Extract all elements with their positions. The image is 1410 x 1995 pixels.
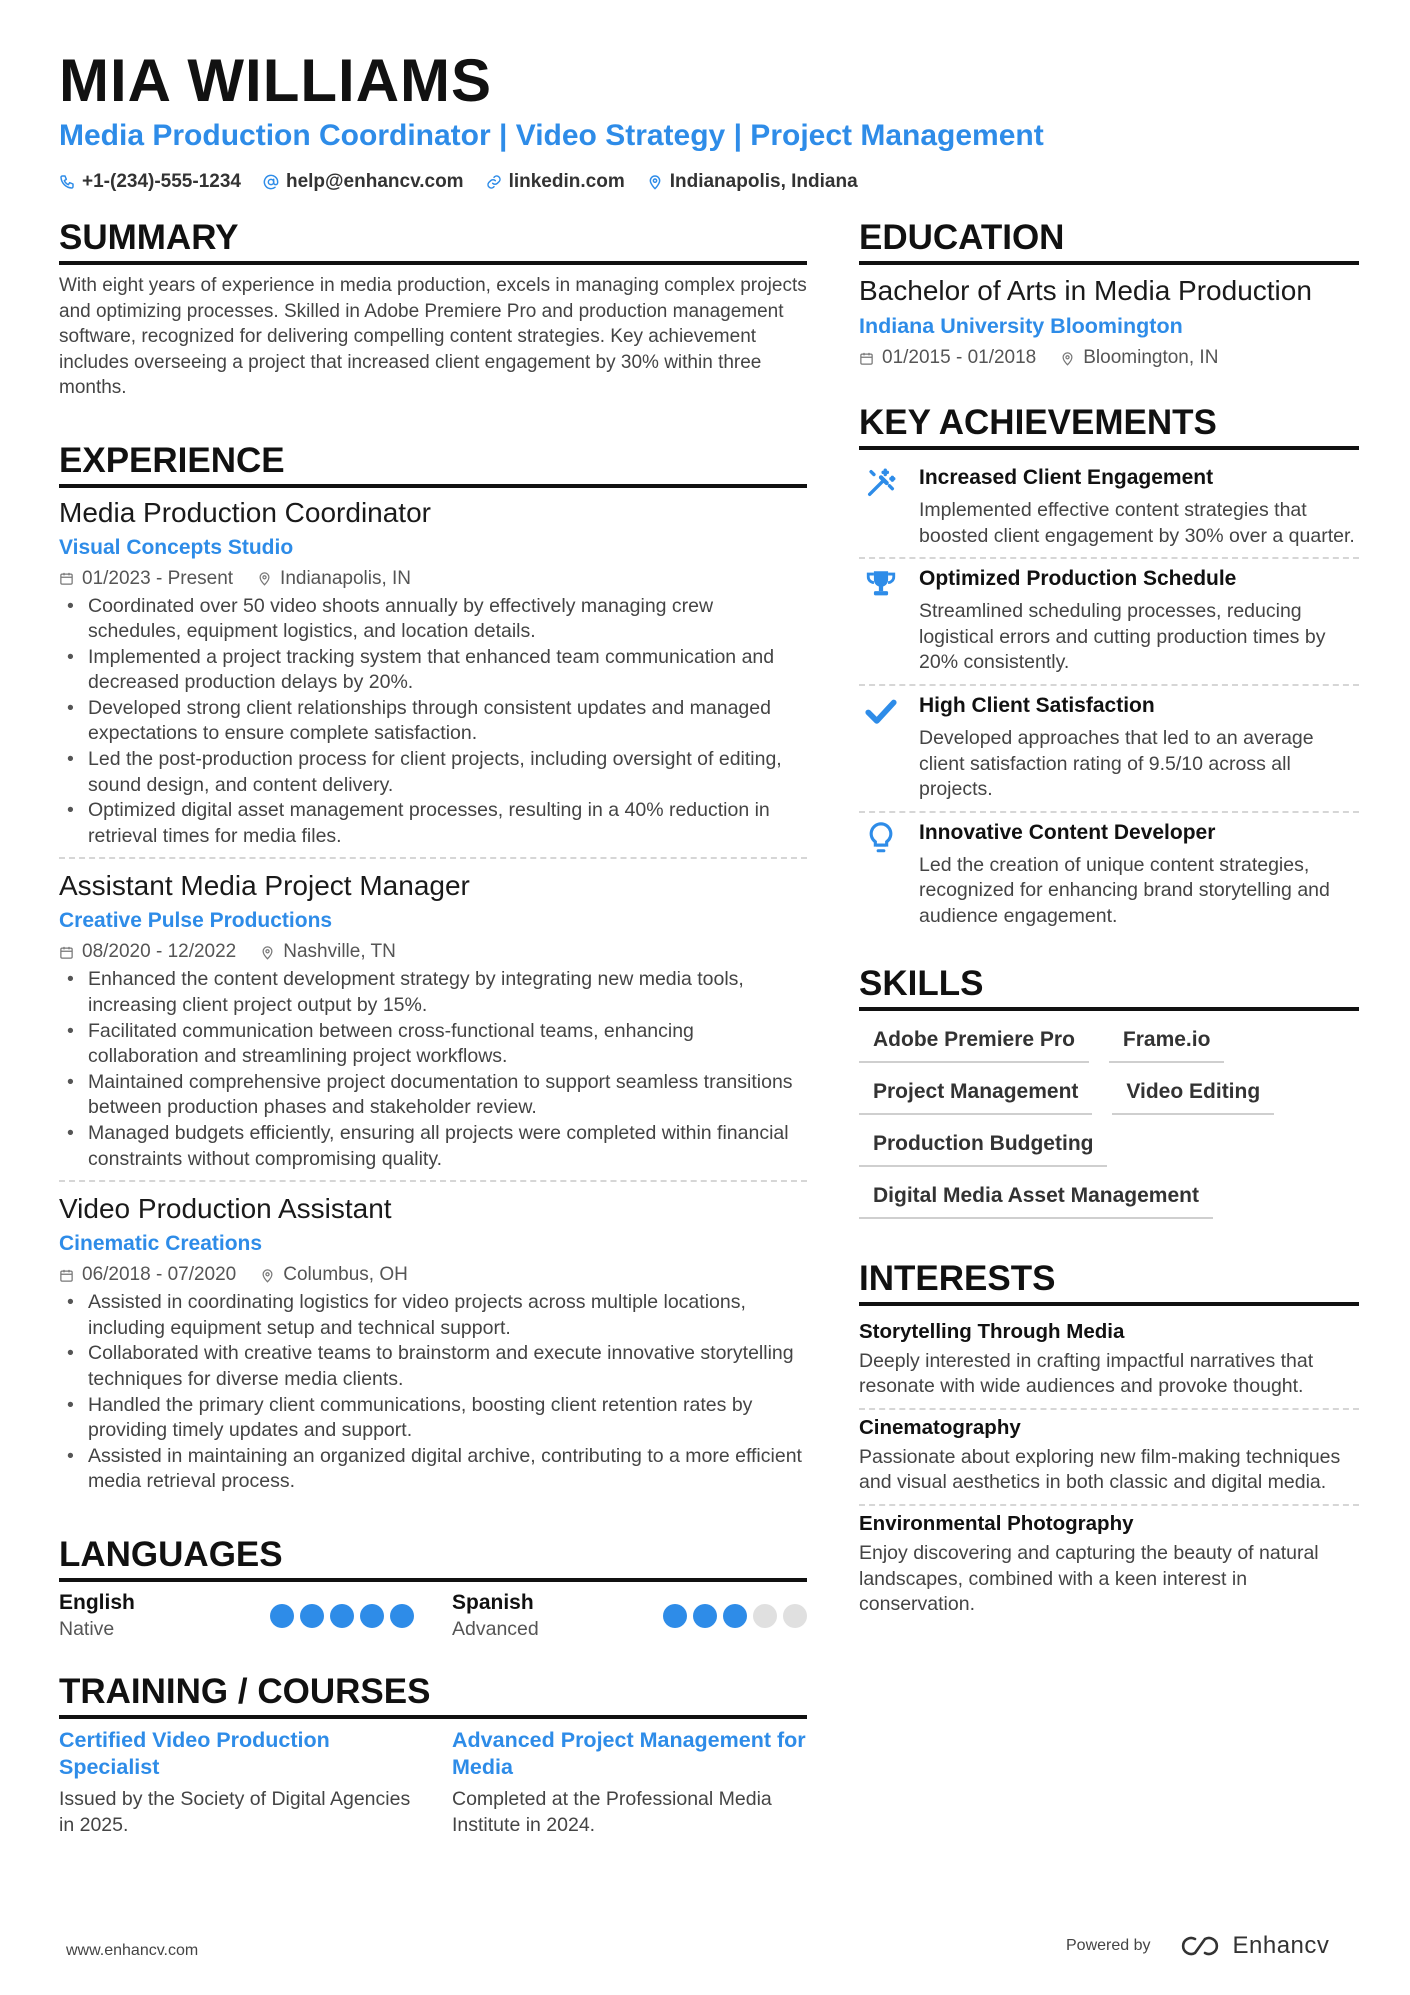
candidate-name: MIA WILLIAMS (59, 47, 493, 114)
achievement-description: Implemented effective content strategies that boosted client engagement by 30% over a quarter. (919, 499, 1355, 547)
skills-heading: SKILLS (859, 964, 1359, 1011)
language-item (59, 1590, 414, 1642)
location-pin-icon (260, 1268, 275, 1283)
link-icon (486, 174, 502, 190)
brand-logo[interactable] (1177, 1932, 1330, 1960)
location-pin-icon (257, 571, 272, 586)
course-description: Issued by the Society of Digital Agencies in 2025. (59, 1787, 411, 1836)
interests-heading: INTERESTS (859, 1259, 1359, 1306)
company-name: Visual Concepts Studio (59, 535, 294, 559)
experience-entry (59, 496, 807, 860)
education-heading: EDUCATION (859, 218, 1359, 265)
job-bullet: • Implemented a project tracking system that enhanced team communication and decreased production delays by 20%. (59, 645, 807, 696)
contact-phone-text: +1-(234)-555-1234 (82, 171, 241, 192)
magic-wand-icon (864, 466, 898, 500)
course-item (59, 1727, 414, 1838)
contact-linkedin-text: linkedin.com (508, 171, 625, 192)
achievements-heading: KEY ACHIEVEMENTS (859, 403, 1359, 450)
job-bullet: • Handled the primary client communications, boosting client retention rates by providing timely updates and support. (59, 1393, 807, 1444)
education-meta (859, 345, 1359, 371)
calendar-icon (59, 571, 74, 586)
job-dates-text: 06/2018 - 07/2020 (82, 1264, 237, 1286)
interest-title: Cinematography (859, 1415, 1021, 1439)
contact-phone[interactable] (59, 170, 241, 194)
achievement-item (859, 458, 1359, 559)
job-bullet: • Coordinated over 50 video shoots annually by effectively managing crew schedules, equipment logistics, and location details. (59, 594, 807, 645)
footer-branding (1066, 1932, 1329, 1960)
training-section (59, 1672, 807, 1838)
degree-title: Bachelor of Arts in Media Production (859, 275, 1312, 306)
job-bullets (59, 1290, 807, 1495)
brand-name: Enhancv (1232, 1932, 1330, 1959)
skills-section (859, 964, 1359, 1219)
location-pin-icon (647, 174, 663, 190)
experience-section (59, 441, 807, 1503)
job-meta (59, 939, 807, 965)
job-title: Video Production Assistant (59, 1193, 392, 1225)
interests-section (859, 1259, 1359, 1626)
skill-tag: Frame.io (1109, 1023, 1225, 1063)
job-bullet: • Assisted in maintaining an organized digital archive, contributing to a more efficient media retrieval process. (59, 1444, 807, 1495)
job-title: Media Production Coordinator (59, 496, 431, 528)
education-dates (859, 345, 1036, 371)
skill-row (859, 1023, 1359, 1063)
interest-title: Storytelling Through Media (859, 1319, 1125, 1343)
achievement-title: Optimized Production Schedule (919, 567, 1237, 591)
contact-bar (59, 170, 858, 194)
right-column (859, 218, 1359, 1626)
job-location-text: Nashville, TN (283, 941, 396, 963)
achievement-item (859, 559, 1359, 686)
contact-location-text: Indianapolis, Indiana (669, 171, 858, 192)
at-icon (263, 174, 279, 190)
interest-description: Passionate about exploring new film-making techniques and visual aesthetics in both classic and digital media. (859, 1445, 1341, 1494)
job-dates-text: 01/2023 - Present (82, 567, 234, 589)
location-pin-icon (1060, 351, 1075, 366)
skill-tag: Video Editing (1112, 1075, 1274, 1115)
job-title: Assistant Media Project Manager (59, 870, 470, 902)
education-section (859, 218, 1359, 371)
job-bullet: • Facilitated communication between cross-functional teams, enhancing collaboration and streamlining project workflows. (59, 1019, 807, 1070)
course-title: Certified Video Production Specialist (59, 1727, 330, 1779)
job-dates (59, 566, 233, 592)
language-level: Native (59, 1617, 115, 1640)
footer-website[interactable]: www.enhancv.com (66, 1942, 199, 1959)
job-location-text: Columbus, OH (283, 1264, 408, 1286)
achievement-item (859, 686, 1359, 813)
interest-item (859, 1410, 1359, 1506)
skill-tag: Production Budgeting (859, 1127, 1107, 1167)
experience-heading: EXPERIENCE (59, 441, 807, 488)
experience-entry (59, 1192, 807, 1503)
achievement-description: Led the creation of unique content strategies, recognized for enhancing brand storytelling and audience engagement. (919, 853, 1330, 927)
rating-dot-filled (360, 1604, 384, 1628)
languages-list (59, 1590, 807, 1642)
interest-title: Environmental Photography (859, 1511, 1134, 1535)
job-bullet: • Assisted in coordinating logistics for video projects across multiple locations, including equipment setup and technical support. (59, 1290, 807, 1341)
achievement-title: Increased Client Engagement (919, 466, 1214, 489)
education-dates-text: 01/2015 - 01/2018 (882, 347, 1037, 368)
summary-heading: SUMMARY (59, 218, 807, 265)
rating-dot-empty (753, 1604, 777, 1628)
skill-row (859, 1127, 1359, 1167)
interest-item (859, 1314, 1359, 1410)
enhancv-logo-icon (1177, 1933, 1223, 1959)
training-heading: TRAINING / COURSES (59, 1672, 807, 1719)
achievement-title: Innovative Content Developer (919, 820, 1216, 844)
languages-heading: LANGUAGES (59, 1535, 807, 1582)
job-location (257, 566, 411, 592)
achievements-section (859, 403, 1359, 938)
company-name: Creative Pulse Productions (59, 909, 333, 933)
location-pin-icon (260, 945, 275, 960)
language-rating (663, 1604, 807, 1628)
achievement-title: High Client Satisfaction (919, 693, 1155, 717)
course-title: Advanced Project Management for Media (452, 1727, 806, 1779)
job-dates (59, 939, 236, 965)
job-bullet: • Maintained comprehensive project documentation to support seamless transitions between production phases and stakeholder review. (59, 1070, 807, 1121)
job-bullet: • Collaborated with creative teams to brainstorm and execute innovative storytelling techniques for diverse media clients. (59, 1341, 807, 1392)
skill-row (859, 1179, 1359, 1219)
contact-linkedin[interactable] (486, 170, 625, 194)
job-bullets (59, 967, 807, 1172)
rating-dot-filled (270, 1604, 294, 1628)
summary-text: With eight years of experience in media production, excels in managing complex projects and optimizing processes. Skilled in Adobe Premiere Pro and production management software, recognized for delivering compelling content strategies. Key achievement includes overseeing a project that increased client engagement by 30% within three months. (59, 275, 807, 398)
interest-description: Deeply interested in crafting impactful narratives that resonate with wide audiences and provoke thought. (859, 1349, 1314, 1398)
checkmark-icon (864, 694, 898, 728)
trophy-icon (864, 567, 898, 601)
company-name: Cinematic Creations (59, 1232, 263, 1256)
language-level: Advanced (452, 1617, 539, 1640)
achievement-description: Streamlined scheduling processes, reducing logistical errors and cutting production times by 20% consistently. (919, 600, 1326, 674)
interest-item (859, 1506, 1359, 1626)
candidate-headline: Media Production Coordinator | Video Strategy | Project Management (59, 119, 1044, 152)
rating-dot-filled (693, 1604, 717, 1628)
powered-by-label: Powered by (1066, 1937, 1151, 1954)
calendar-icon (59, 1268, 74, 1283)
job-location-text: Indianapolis, IN (280, 567, 412, 589)
phone-icon (59, 174, 75, 190)
contact-email-text: help@enhancv.com (285, 171, 464, 192)
job-meta (59, 1262, 807, 1288)
education-location (1060, 345, 1218, 371)
job-bullet: • Led the post-production process for client projects, including oversight of editing, sound design, and content delivery. (59, 747, 807, 798)
achievement-item (859, 813, 1359, 938)
job-dates-text: 08/2020 - 12/2022 (82, 941, 237, 963)
skill-tag: Adobe Premiere Pro (859, 1023, 1089, 1063)
interest-description: Enjoy discovering and capturing the beauty of natural landscapes, combined with a keen interest in conservation. (859, 1541, 1319, 1616)
job-bullet: • Managed budgets efficiently, ensuring all projects were completed within financial constraints without compromising quality. (59, 1121, 807, 1172)
calendar-icon (859, 351, 874, 366)
training-list (59, 1727, 807, 1838)
job-location (260, 1262, 408, 1288)
experience-entry (59, 869, 807, 1182)
summary-section (59, 218, 807, 401)
languages-section (59, 1535, 807, 1642)
language-item (452, 1590, 807, 1642)
job-bullet: • Developed strong client relationships through consistent updates and managed expectations to ensure complete satisfaction. (59, 696, 807, 747)
contact-location (647, 170, 858, 194)
job-bullets (59, 594, 807, 850)
contact-email[interactable] (263, 170, 464, 194)
job-bullet: • Optimized digital asset management processes, resulting in a 40% reduction in retrieval times for media files. (59, 798, 807, 849)
rating-dot-filled (330, 1604, 354, 1628)
skill-tag: Project Management (859, 1075, 1092, 1115)
lightbulb-icon (864, 821, 898, 855)
course-description: Completed at the Professional Media Institute in 2024. (452, 1787, 772, 1836)
rating-dot-filled (390, 1604, 414, 1628)
skill-row (859, 1075, 1359, 1115)
rating-dot-filled (300, 1604, 324, 1628)
job-dates (59, 1262, 236, 1288)
rating-dot-filled (663, 1604, 687, 1628)
rating-dot-empty (783, 1604, 807, 1628)
job-meta (59, 566, 807, 592)
rating-dot-filled (723, 1604, 747, 1628)
job-location (260, 939, 396, 965)
course-item (452, 1727, 807, 1838)
school-name: Indiana University Bloomington (859, 314, 1183, 338)
skill-tag: Digital Media Asset Management (859, 1179, 1213, 1219)
language-name: English (59, 1590, 135, 1614)
language-rating (270, 1604, 414, 1628)
education-location-text: Bloomington, IN (1083, 347, 1219, 368)
job-bullet: • Enhanced the content development strategy by integrating new media tools, increasing client project output by 15%. (59, 967, 807, 1018)
achievement-description: Developed approaches that led to an average client satisfaction rating of 9.5/10 across all projects. (919, 726, 1314, 801)
language-name: Spanish (452, 1590, 534, 1614)
left-column (59, 218, 807, 1838)
calendar-icon (59, 945, 74, 960)
